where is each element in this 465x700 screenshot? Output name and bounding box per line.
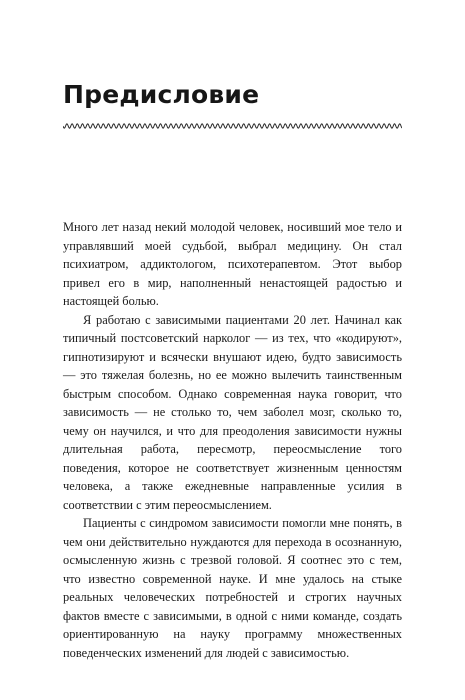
body-text [63,218,402,662]
paragraph-work-history: Я работаю с зависимыми пациентами 20 лет. Начинал как типичный постсоветский нарколог — из тех, что «кодируют», гипнотизируют и всячески внушают идею, будто зависимость — это тяжелая болезнь, но ее можно вылечить таинственным быстрым способом. Однако современная наука говорит, что зависимость — не столько то, чем заболел мозг, сколько то, чему он научился, и что для преодоления зависимости нужны длительная работа, пересмотр, переосмысление того поведения, которое не соответствует жизненным ценностям человека, а также ежедневные направленные усилия в соответствии с этим переосмыслением. [63,312,402,512]
paragraph-intro: Много лет назад некий молодой человек, носивший мое тело и управлявший моей судьбой, выбрал медицину. Он стал психиатром, аддиктологом, психотерапевтом. Этот выбор привел его в мир, наполненный ненастоящей радостью и настоящей болью. [63,220,402,308]
wavy-divider [63,122,402,130]
chapter-title: Предисловие [63,80,260,109]
paragraph-patients: Пациенты с синдромом зависимости помогли мне понять, в чем они действительно нуждаются для перехода в осознанную, осмысленную жизнь с трезвой головой. Я соотнес это с тем, что известно современной науке. И мне удалось на стыке реальных человеческих потребностей и строгих научных фактов вместе с зависимыми, в одной с ними команде, создать ориентированную на науку программу множественных поведенческих изменений для людей с зависимостью. [63,516,402,660]
